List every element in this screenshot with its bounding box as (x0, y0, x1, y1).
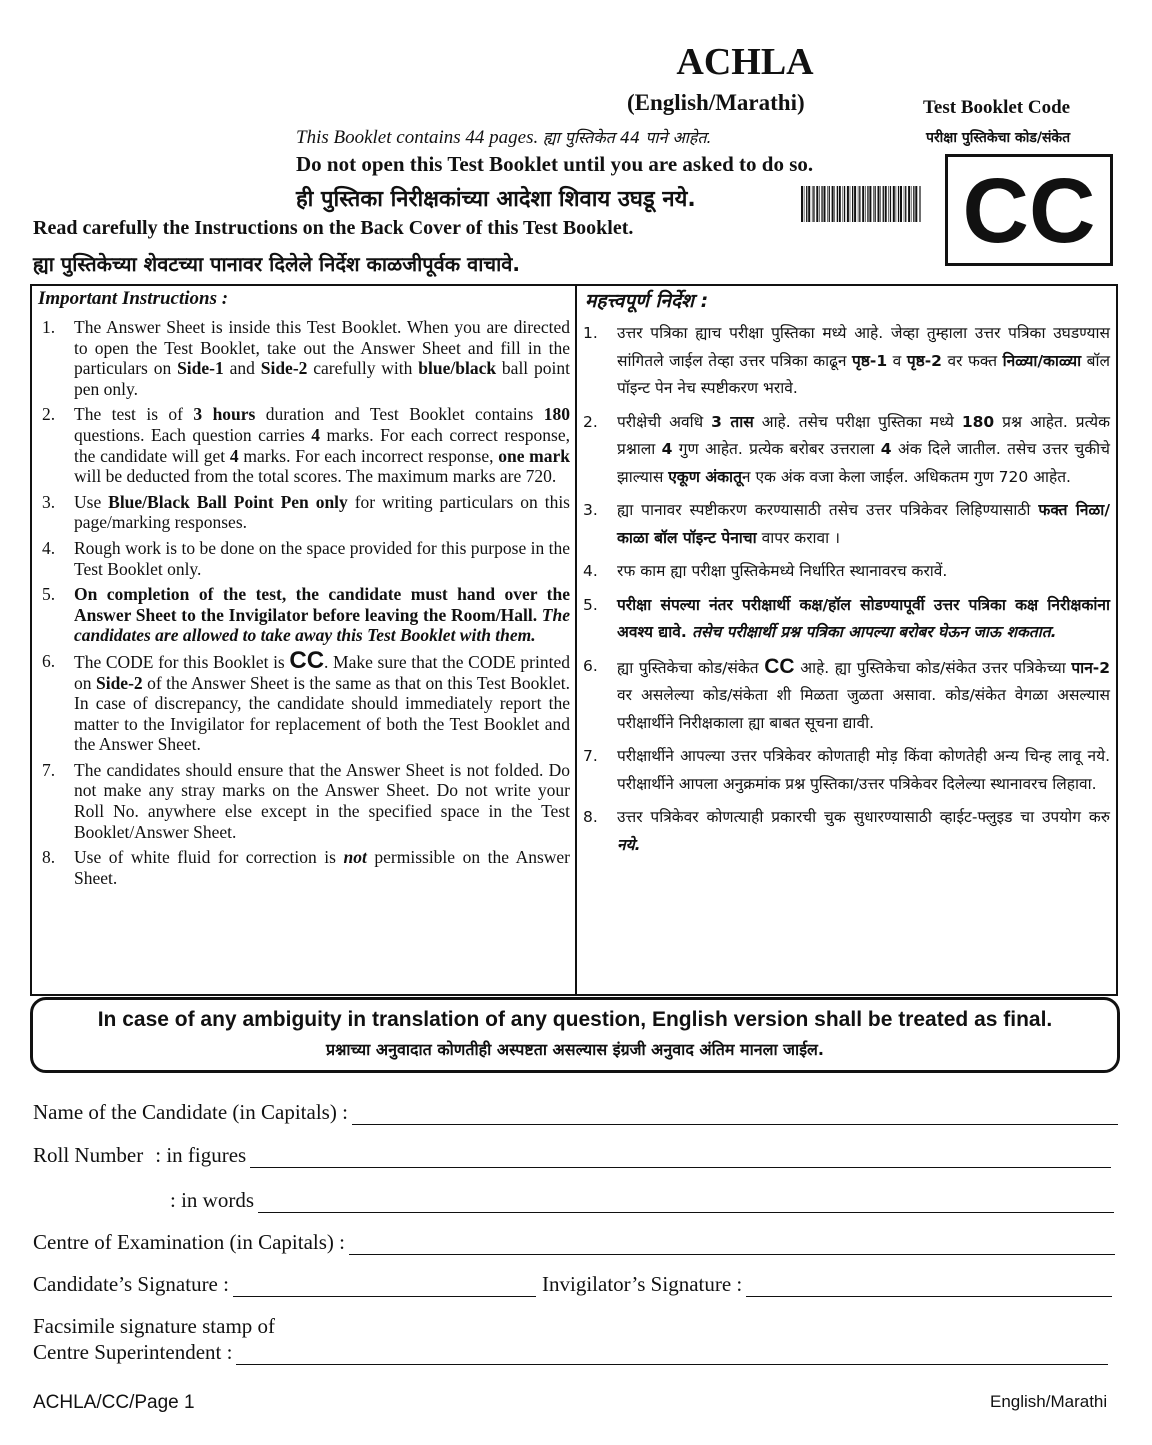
page-footer-left: ACHLA/CC/Page 1 (33, 1392, 195, 1413)
instruction-mr-item-number: 3. (583, 501, 598, 519)
instruction-en-item-number: 8. (42, 847, 56, 868)
page-footer-right: English/Marathi (990, 1392, 1108, 1411)
instruction-en-item-number: 6. (42, 650, 56, 671)
ambiguity-notice-mr: प्रश्नाच्या अनुवादात कोणतीही अस्पष्टता असल्यास इंग्रजी अनुवाद अंतिम मानला जाईल. (326, 1040, 824, 1059)
read-instructions-mr: ह्या पुस्तिकेच्या शेवटच्या पानावर दिलेले निर्देश काळजीपूर्वक वाचावे. (33, 252, 520, 276)
ambiguity-notice (30, 997, 1120, 1073)
instructions-heading-mr: महत्त्वपूर्ण निर्देश : (585, 290, 709, 312)
centre-field[interactable] (33, 1230, 1115, 1255)
booklet-title: ACHLA (676, 41, 814, 83)
instruction-mr-item-7 (583, 743, 1110, 798)
instruction-mr-item-text: उत्तर पत्रिकेवर कोणत्याही प्रकारची चुक सुधारण्यासाठी व्हाईट-फ्लुइड चा उपयोग करु नये. (617, 808, 1110, 854)
instruction-en-item-number: 4. (42, 537, 56, 558)
candidate-name-label: Name of the Candidate (in Capitals) : (33, 1100, 348, 1124)
instruction-mr-item-text: ह्या पुस्तिकेचा कोड/संकेत CC आहे. ह्या पुस्तिकेचा कोड/संकेत उत्तर पत्रिकेच्या पान-2 वर असलेल्या कोड/संकेता शी मिळता जुळता असावा. कोड/संकेत वेगळा असल्यास परीक्षार्थीने निरीक्षकाला ह्या बाबत सूचना द्यावी. (617, 654, 1111, 732)
instruction-en-item-3 (38, 492, 570, 533)
ambiguity-notice-en: In case of any ambiguity in translation of any question, English version shall be treated as final. (97, 1008, 1053, 1031)
instruction-mr-item-number: 8. (583, 808, 598, 826)
instruction-en-item-2 (38, 404, 570, 486)
page-count-mr: ह्या पुस्तिकेत 44 पाने आहेत. (542, 128, 712, 147)
instruction-mr-item-number: 6. (583, 656, 598, 675)
instruction-en-item-text: On completion of the test, the candidate must hand over the Answer Sheet to the Invigilator before leaving the Room/Hall. The candidates are allowed to take away this Test Booklet with them. (74, 584, 570, 646)
instruction-en-item-text: The candidates should ensure that the Answer Sheet is not folded. Do not make any stray marks on the Answer Sheet. Do not write your Roll No. anywhere else except in the specified space in the Test Booklet/Answer Sheet. (74, 759, 570, 842)
instruction-mr-item-number: 4. (583, 562, 598, 580)
instructions-list-en (38, 317, 570, 893)
roll-words-field[interactable] (170, 1188, 1114, 1213)
instruction-en-item-number: 5. (42, 584, 56, 605)
instruction-mr-item-1 (583, 320, 1110, 403)
superintendent-line[interactable] (236, 1346, 1108, 1365)
instruction-mr-item-5 (583, 592, 1110, 647)
instruction-en-item-text: Rough work is to be done on the space provided for this purpose in the Test Booklet only. (74, 537, 570, 579)
instruction-mr-item-text: ह्या पानावर स्पष्टीकरण करण्यासाठी तसेच उत्तर पत्रिकेवर लिहिण्यासाठी फक्त निळा/काळा बॉल पॉइन्ट पेनाचा वापर करावा । (617, 501, 1110, 547)
instruction-en-item-6 (38, 646, 571, 755)
column-divider (575, 284, 577, 996)
booklet-language: (English/Marathi) (627, 90, 805, 115)
instruction-en-item-number: 7. (42, 759, 56, 780)
booklet-code-box: CC (945, 154, 1113, 266)
do-not-open-en: Do not open this Test Booklet until you are asked to do so. (296, 152, 814, 176)
stamp-label-line1 (33, 1314, 275, 1339)
candidate-signature-field[interactable] (33, 1272, 536, 1297)
instruction-mr-item-text: रफ काम ह्या परीक्षा पुस्तिकेमध्ये निर्धारित स्थानावरच करावें. (617, 562, 948, 580)
instruction-en-item-7 (38, 760, 570, 842)
candidate-signature-label: Candidate’s Signature : (33, 1272, 229, 1296)
instruction-mr-item-4 (583, 558, 1110, 586)
instruction-mr-item-number: 5. (583, 595, 598, 614)
invigilator-signature-line[interactable] (746, 1278, 1112, 1297)
instruction-mr-item-8 (583, 804, 1110, 859)
test-booklet-code-label: Test Booklet Code (923, 97, 1071, 118)
centre-label: Centre of Examination (in Capitals) : (33, 1230, 346, 1254)
instruction-en-item-text: Use Blue/Black Ball Point Pen only for writing particulars on this page/marking responses. (74, 491, 570, 533)
candidate-signature-line[interactable] (233, 1278, 536, 1297)
instruction-en-item-text: The test is of 3 hours duration and Test Booklet contains 180 questions. Each question carries 4 marks. For each correct response, the candidate will get 4 marks. For each incorrect response, one mark will be deducted from the total scores. The maximum marks are 720. (74, 404, 571, 487)
page-count-en: This Booklet contains 44 pages. (296, 127, 539, 148)
roll-number-label: Roll Number (33, 1143, 144, 1167)
instruction-en-item-4 (38, 538, 570, 579)
barcode-icon (801, 186, 921, 222)
instruction-en-item-text: Use of white fluid for correction is not permissible on the Answer Sheet. (74, 847, 571, 888)
instruction-mr-item-text: परीक्षार्थीने आपल्या उत्तर पत्रिकेवर कोणताही मोड़ किंवा कोणतेही अन्य चिन्ह लावू नये. परीक्षार्थीने आपला अनुक्रमांक प्रश्न पुस्तिका/उत्तर पत्रिकेवर दिलेल्या स्थानावरच लिहावा. (617, 747, 1110, 793)
instruction-en-item-number: 2. (42, 404, 56, 425)
instruction-mr-item-2 (583, 409, 1110, 492)
roll-figures-label: : in figures (155, 1143, 247, 1167)
roll-figures-field[interactable] (33, 1143, 1111, 1168)
stamp-label-2: Centre Superintendent : (33, 1340, 233, 1364)
instruction-en-item-5 (38, 584, 570, 646)
roll-figures-line[interactable] (250, 1149, 1111, 1168)
instruction-mr-item-6 (583, 653, 1110, 738)
instruction-en-item-number: 3. (42, 491, 56, 512)
read-instructions-en: Read carefully the Instructions on the Back Cover of this Test Booklet. (33, 217, 634, 239)
instruction-mr-item-3 (583, 497, 1110, 552)
test-booklet-code-label-mr: परीक्षा पुस्तिकेचा कोड/संकेत (926, 130, 1071, 146)
superintendent-field[interactable] (33, 1340, 1108, 1365)
instruction-mr-item-text: उत्तर पत्रिका ह्याच परीक्षा पुस्तिका मध्ये आहे. जेव्हा तुम्हाला उत्तर पत्रिका उघडण्यास सांगितले जाईल तेव्हा उत्तर पत्रिका काढून पृष्ठ-1 व पृष्ठ-2 वर फक्त निळ्या/काळ्या बॉल पॉइन्ट पेन नेच स्पष्टीकरण भरावे. (617, 324, 1110, 397)
instruction-en-item-number: 1. (42, 317, 56, 337)
instructions-list-mr (583, 320, 1110, 865)
candidate-name-field[interactable] (33, 1100, 1118, 1125)
candidate-name-line[interactable] (352, 1106, 1118, 1125)
invigilator-signature-field[interactable] (542, 1272, 1112, 1297)
centre-line[interactable] (349, 1236, 1115, 1255)
instruction-mr-item-number: 1. (583, 324, 598, 342)
instructions-heading-en: Important Instructions : (38, 288, 229, 309)
instruction-mr-item-number: 7. (583, 747, 598, 765)
instruction-mr-item-number: 2. (583, 412, 598, 431)
instruction-en-item-1 (38, 317, 570, 399)
instruction-en-item-text: The Answer Sheet is inside this Test Booklet. When you are directed to open the Test Booklet, take out the Answer Sheet and fill in the particulars on Side-1 and Side-2 carefully with blue/black ball point pen only. (74, 317, 570, 399)
page-count-note (296, 126, 712, 149)
instruction-mr-item-text: परीक्षेची अवधि 3 तास आहे. तसेच परीक्षा पुस्तिका मध्ये 180 प्रश्न आहेत. प्रत्येक प्रश्नाला 4 गुण आहेत. प्रत्येक बरोबर उत्तराला 4 अंक दिले जातील. तसेच उत्तर चुकीचे झाल्यास एकूण अंकातून एक अंक वजा केला जाईल. अधिकतम गुण 720 आहेत. (617, 412, 1111, 486)
do-not-open-mr: ही पुस्तिका निरीक्षकांच्या आदेशा शिवाय उघडू नये. (296, 187, 696, 212)
roll-words-label: : in words (170, 1188, 254, 1212)
instruction-en-item-text: The CODE for this Booklet is CC. Make sure that the CODE printed on Side-2 of the Answer Sheet is the same as that on this Test Booklet. In case of discrepancy, the candidate should immediately report the matter to the Invigilator for replacement of both the Test Booklet and the Answer Sheet. (74, 646, 571, 755)
roll-words-line[interactable] (258, 1194, 1114, 1213)
stamp-label-1: Facsimile signature stamp of (33, 1314, 276, 1338)
invigilator-signature-label: Invigilator’s Signature : (542, 1272, 743, 1296)
instruction-mr-item-text: परीक्षा संपल्या नंतर परीक्षार्थी कक्ष/हॉल सोडण्यापूर्वी उत्तर पत्रिका कक्ष निरीक्षकांना अवश्य द्यावे. तसेच परीक्षार्थी प्रश्न पत्रिका आपल्या बरोबर घेऊन जाऊ शकतात. (617, 595, 1110, 641)
instruction-en-item-8 (38, 847, 570, 888)
